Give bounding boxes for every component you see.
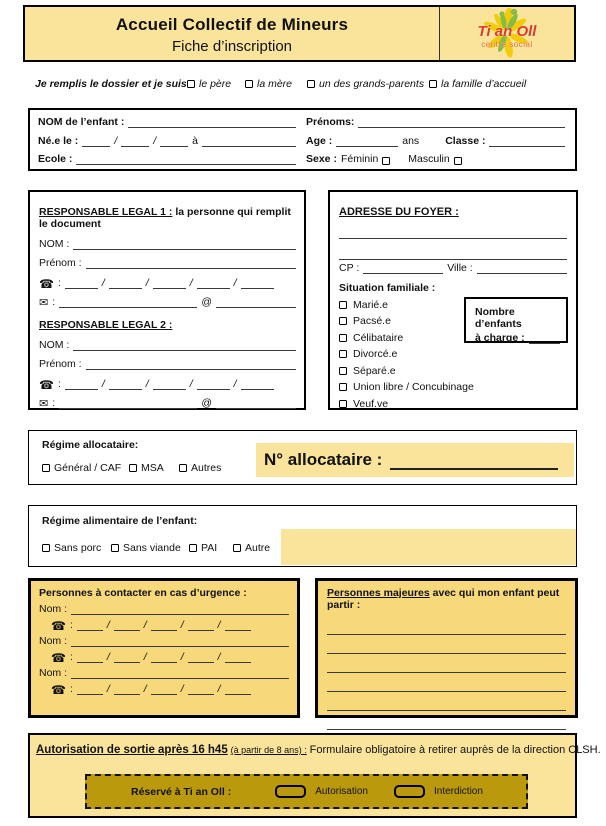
situation-veuf xyxy=(339,398,567,410)
rl1-phone-seg[interactable] xyxy=(153,279,186,289)
rl2-title: RESPONSABLE LEGAL 2 : xyxy=(39,319,173,331)
form-subtitle: Fiche d’inscription xyxy=(171,38,293,55)
slash xyxy=(144,683,147,695)
situation-union-libre xyxy=(339,381,567,393)
veuf-checkbox[interactable] xyxy=(339,400,347,408)
majeures-line-field[interactable] xyxy=(327,654,566,673)
age-label: Age : xyxy=(306,134,333,147)
rl2-phone-seg[interactable] xyxy=(109,380,142,390)
union-libre-checkbox[interactable] xyxy=(339,383,347,391)
urgence-phone-seg[interactable] xyxy=(188,653,214,663)
ville-field[interactable] xyxy=(477,263,567,274)
urgence-phone-seg[interactable] xyxy=(188,621,214,631)
autre-label: Autre xyxy=(245,542,271,554)
autorisation-title-bold: Autorisation de sortie après 16 h45 xyxy=(36,744,228,756)
sexe-feminin-label: Féminin xyxy=(340,153,379,165)
child-info-box xyxy=(28,108,577,171)
famille-accueil-checkbox[interactable] xyxy=(429,80,437,88)
urgence-phone-seg[interactable] xyxy=(188,685,214,695)
rl1-email-local-field[interactable] xyxy=(59,297,197,308)
autorisation-title-rest: Formulaire obligatoire à retirer auprès de la direction CLSH. xyxy=(309,744,601,756)
famille-accueil-label: la famille d’accueil xyxy=(441,78,527,90)
alimentaire-box xyxy=(28,505,577,567)
majeures-line-field[interactable] xyxy=(327,692,566,711)
urgence-phone-seg[interactable] xyxy=(77,653,103,663)
option-msa xyxy=(129,462,164,474)
rl2-phone-row xyxy=(39,378,296,390)
filler-option-famille-accueil xyxy=(429,78,526,90)
separe-label: Séparé.e xyxy=(353,364,396,377)
birth-year-field[interactable] xyxy=(160,137,188,147)
child-info-left xyxy=(38,116,306,165)
urgence-phone-seg[interactable] xyxy=(151,685,177,695)
filler-option-mere xyxy=(245,78,292,90)
urgence-title: Personnes à contacter en cas d’urgence : xyxy=(39,587,247,599)
msa-label: MSA xyxy=(141,462,164,474)
at-sign: @ xyxy=(201,296,212,308)
alimentaire-title: Régime alimentaire de l’enfant: xyxy=(42,515,198,527)
separe-checkbox[interactable] xyxy=(339,367,347,375)
slash xyxy=(107,651,110,663)
urgence-nom-field-3[interactable] xyxy=(71,668,289,679)
majeures-line-field[interactable] xyxy=(327,711,566,730)
child-birth-label: Né.e le : xyxy=(38,134,79,147)
colon: : xyxy=(69,619,73,631)
rl1-title: RESPONSABLE LEGAL 1 : xyxy=(39,206,173,218)
slash xyxy=(102,277,105,289)
rl2-nom-row xyxy=(39,339,296,351)
rl2-prenom-row xyxy=(39,358,296,370)
majeures-line-field[interactable] xyxy=(327,635,566,654)
slash xyxy=(114,135,117,147)
filler-option-grandparent xyxy=(307,78,424,90)
mere-checkbox[interactable] xyxy=(245,80,253,88)
divorce-label: Divorcé.e xyxy=(353,348,398,360)
urgence-phone-seg[interactable] xyxy=(77,621,103,631)
interdiction-checkbox[interactable] xyxy=(394,785,425,798)
phone-icon: ☎ xyxy=(51,683,66,697)
rl2-phone-seg[interactable] xyxy=(153,380,186,390)
rl1-phone-seg[interactable] xyxy=(109,279,142,289)
pacse-checkbox[interactable] xyxy=(339,317,347,325)
phone-icon: ☎ xyxy=(39,276,54,291)
sans-porc-label: Sans porc xyxy=(54,542,102,554)
slash xyxy=(146,277,149,289)
birth-place-field[interactable] xyxy=(202,136,296,147)
rl2-prenom-label: Prénom : xyxy=(39,358,82,370)
rl1-phone-seg[interactable] xyxy=(65,279,98,289)
majeures-line-field[interactable] xyxy=(327,616,566,635)
urgence-nom-label: Nom : xyxy=(39,667,68,679)
urgence-phone-seg[interactable] xyxy=(151,653,177,663)
rl1-heading xyxy=(39,206,296,230)
urgence-phone-seg[interactable] xyxy=(225,653,251,663)
situation-label: Situation familiale : xyxy=(339,282,436,294)
slash xyxy=(102,378,105,390)
celibataire-checkbox[interactable] xyxy=(339,334,347,342)
logo-name: Ti an Oll xyxy=(477,23,537,40)
reserved-label: Réservé à Ti an Oll : xyxy=(131,785,232,798)
masculin-checkbox[interactable] xyxy=(454,157,462,165)
grandparent-checkbox[interactable] xyxy=(307,80,315,88)
autorisation-title xyxy=(36,744,601,756)
slash xyxy=(218,619,221,631)
slash xyxy=(144,651,147,663)
urgence-phone-seg[interactable] xyxy=(114,685,140,695)
colon: : xyxy=(69,651,73,663)
child-prenoms-row xyxy=(306,116,565,128)
prenoms-field[interactable] xyxy=(358,117,565,128)
general-caf-label: Général / CAF xyxy=(54,462,122,474)
option-autre xyxy=(233,542,270,554)
reserved-staff-box xyxy=(85,774,528,809)
situation-divorce xyxy=(339,348,567,360)
classe-field[interactable] xyxy=(489,136,565,147)
birth-day-field[interactable] xyxy=(82,137,110,147)
child-age-classe-row xyxy=(306,135,565,147)
cp-field[interactable] xyxy=(363,263,443,274)
celibataire-label: Célibataire xyxy=(353,331,404,344)
slash xyxy=(107,683,110,695)
adresse-title: ADRESSE DU FOYER : xyxy=(339,206,459,218)
slash xyxy=(234,277,237,289)
enfants-line2-row xyxy=(475,332,560,344)
enfants-line1: Nombre d’enfants xyxy=(475,306,522,330)
slash xyxy=(107,619,110,631)
slash xyxy=(190,277,193,289)
urgence-nom-field-2[interactable] xyxy=(71,636,289,647)
rl1-nom-field[interactable] xyxy=(73,239,296,250)
rl1-subtitle: la personne qui remplit le document xyxy=(39,206,291,230)
majeures-title-rest: avec qui mon enfant peut partir : xyxy=(327,587,560,611)
rl1-prenom-field[interactable] xyxy=(86,258,296,269)
general-caf-checkbox[interactable] xyxy=(42,464,50,472)
form-title: Accueil Collectif de Mineurs xyxy=(115,15,349,34)
rl2-nom-field[interactable] xyxy=(73,340,296,351)
ville-label: Ville : xyxy=(447,262,473,274)
phone-icon: ☎ xyxy=(39,377,54,392)
enfants-line2: à charge : xyxy=(475,332,525,344)
marie-checkbox[interactable] xyxy=(339,301,347,309)
majeures-title xyxy=(327,587,566,611)
colon: : xyxy=(52,296,56,308)
option-autres xyxy=(179,462,221,474)
prenoms-label: Prénoms: xyxy=(306,116,355,128)
slash xyxy=(146,378,149,390)
union-libre-label: Union libre / Concubinage xyxy=(353,381,474,393)
email-icon: ✉ xyxy=(39,398,49,410)
sexe-label: Sexe : xyxy=(306,153,337,165)
rl1-nom-label: NOM : xyxy=(39,237,70,250)
adresse-line1-field[interactable] xyxy=(339,218,567,239)
urgence-phone-seg[interactable] xyxy=(225,621,251,631)
pai-checkbox[interactable] xyxy=(189,544,197,552)
urgence-phone-seg[interactable] xyxy=(225,685,251,695)
pai-label: PAI xyxy=(201,542,218,554)
slash xyxy=(218,651,221,663)
alimentaire-detail-field[interactable] xyxy=(281,529,576,565)
rl1-email-row xyxy=(39,296,296,308)
option-sans-porc xyxy=(42,542,101,554)
allocataire-number-field[interactable] xyxy=(390,450,558,470)
situation-separe xyxy=(339,365,567,377)
sans-viande-checkbox[interactable] xyxy=(111,544,119,552)
urgence-nom-row-1 xyxy=(39,603,289,615)
majeures-line-field[interactable] xyxy=(327,673,566,692)
header xyxy=(23,5,576,62)
rl1-nom-row xyxy=(39,238,296,250)
rl2-phone-seg[interactable] xyxy=(241,380,274,390)
child-info-right xyxy=(306,116,565,165)
enfants-count-field[interactable] xyxy=(529,333,560,344)
child-sexe-row xyxy=(306,153,565,165)
rl1-prenom-label: Prénom : xyxy=(39,257,82,269)
age-field[interactable] xyxy=(336,136,398,147)
colon: : xyxy=(52,397,56,409)
birth-month-field[interactable] xyxy=(121,137,149,147)
rl1-prenom-row xyxy=(39,257,296,269)
child-nom-label: NOM de l’enfant : xyxy=(38,116,125,128)
majeures-lines xyxy=(327,616,566,730)
urgence-nom-field-1[interactable] xyxy=(71,604,289,615)
autres-label: Autres xyxy=(191,462,222,474)
option-general-caf xyxy=(42,462,121,474)
pere-checkbox[interactable] xyxy=(187,80,195,88)
mere-label: la mère xyxy=(257,78,293,90)
child-ecole-row xyxy=(38,153,296,165)
urgence-phone-seg[interactable] xyxy=(114,653,140,663)
colon: : xyxy=(57,276,61,289)
urgence-tel-row-3 xyxy=(39,683,289,695)
pacse-label: Pacsé.e xyxy=(353,315,391,327)
majeures-title-underlined: Personnes majeures xyxy=(327,587,430,599)
urgence-nom-row-2 xyxy=(39,635,289,647)
phone-icon: ☎ xyxy=(51,619,66,633)
urgence-tel-row-1 xyxy=(39,619,289,631)
colon: : xyxy=(69,683,73,695)
legal-guardians-box xyxy=(28,190,306,410)
age-unit-label: ans xyxy=(402,134,420,147)
slash xyxy=(181,651,184,663)
veuf-label: Veuf.ve xyxy=(353,397,389,410)
msa-checkbox[interactable] xyxy=(129,464,137,472)
slash xyxy=(181,619,184,631)
allocataire-number-label: N° allocataire : xyxy=(264,450,383,469)
child-nom-row xyxy=(38,116,296,128)
ecole-field[interactable] xyxy=(76,154,296,165)
divorce-checkbox[interactable] xyxy=(339,350,347,358)
rl1-email-domain-field[interactable] xyxy=(216,297,296,308)
child-nom-field[interactable] xyxy=(128,117,296,128)
rl2-email-domain-field[interactable] xyxy=(216,398,296,409)
slash xyxy=(153,135,156,147)
autorisation-option-label: Autorisation xyxy=(315,786,368,797)
option-pai xyxy=(189,542,217,554)
rl1-phone-seg[interactable] xyxy=(197,279,230,289)
emergency-contacts-box xyxy=(28,578,300,718)
rl2-nom-label: NOM : xyxy=(39,338,70,351)
header-titles xyxy=(25,7,440,60)
slash xyxy=(144,619,147,631)
at-sign: @ xyxy=(201,397,212,409)
urgence-phone-seg[interactable] xyxy=(77,685,103,695)
filler-identity-row xyxy=(35,78,580,92)
logo-subtitle: centre social xyxy=(481,40,533,49)
slash xyxy=(181,683,184,695)
rl2-phone-seg[interactable] xyxy=(65,380,98,390)
household-address-box xyxy=(328,190,578,410)
adresse-line2-field[interactable] xyxy=(339,239,567,260)
rl2-email-local-field[interactable] xyxy=(59,398,197,409)
filler-option-pere xyxy=(187,78,231,90)
pere-label: le père xyxy=(199,78,232,90)
urgence-nom-label: Nom : xyxy=(39,603,68,615)
cp-ville-row xyxy=(339,262,567,274)
autorisation-title-small: (à partir de 8 ans) : xyxy=(230,745,307,755)
child-birth-row xyxy=(38,135,296,147)
autorisation-checkbox[interactable] xyxy=(275,785,306,798)
allocataire-title: Régime allocataire: xyxy=(42,439,139,451)
cp-label: CP : xyxy=(339,262,360,274)
children-count-box xyxy=(464,297,568,343)
authorized-adults-box xyxy=(315,578,578,718)
rl2-phone-seg[interactable] xyxy=(197,380,230,390)
email-icon: ✉ xyxy=(39,297,49,309)
phone-icon: ☎ xyxy=(51,651,66,665)
rl2-email-row xyxy=(39,397,296,409)
urgence-nom-label: Nom : xyxy=(39,635,68,647)
sexe-masculin-label: Masculin xyxy=(408,153,450,165)
urgence-phone-seg[interactable] xyxy=(151,621,177,631)
birth-at-label: à xyxy=(192,134,198,147)
slash xyxy=(190,378,193,390)
allocataire-number-highlight xyxy=(256,443,574,477)
urgence-nom-row-3 xyxy=(39,667,289,679)
rl1-phone-seg[interactable] xyxy=(241,279,274,289)
rl2-heading xyxy=(39,319,296,331)
urgence-phone-seg[interactable] xyxy=(114,621,140,631)
rl2-prenom-field[interactable] xyxy=(86,359,296,370)
slash xyxy=(218,683,221,695)
allocataire-box xyxy=(28,430,577,485)
child-info-columns xyxy=(38,116,565,165)
autre-checkbox[interactable] xyxy=(233,544,241,552)
classe-label: Classe : xyxy=(445,134,486,147)
exit-authorization-box xyxy=(28,733,601,818)
urgence-tel-row-2 xyxy=(39,651,289,663)
autres-checkbox[interactable] xyxy=(179,464,187,472)
option-sans-viande xyxy=(111,542,181,554)
rl1-phone-row xyxy=(39,277,296,289)
grandparent-label: un des grands-parents xyxy=(319,78,425,90)
logo xyxy=(440,7,574,60)
filler-label: Je remplis le dossier et je suis xyxy=(35,78,187,90)
marie-label: Marié.e xyxy=(353,298,389,311)
ecole-label: Ecole : xyxy=(38,153,73,165)
colon: : xyxy=(57,377,61,390)
feminin-checkbox[interactable] xyxy=(382,157,390,165)
sans-porc-checkbox[interactable] xyxy=(42,544,50,552)
slash xyxy=(234,378,237,390)
sans-viande-label: Sans viande xyxy=(123,542,181,554)
interdiction-option-label: Interdiction xyxy=(434,786,483,797)
